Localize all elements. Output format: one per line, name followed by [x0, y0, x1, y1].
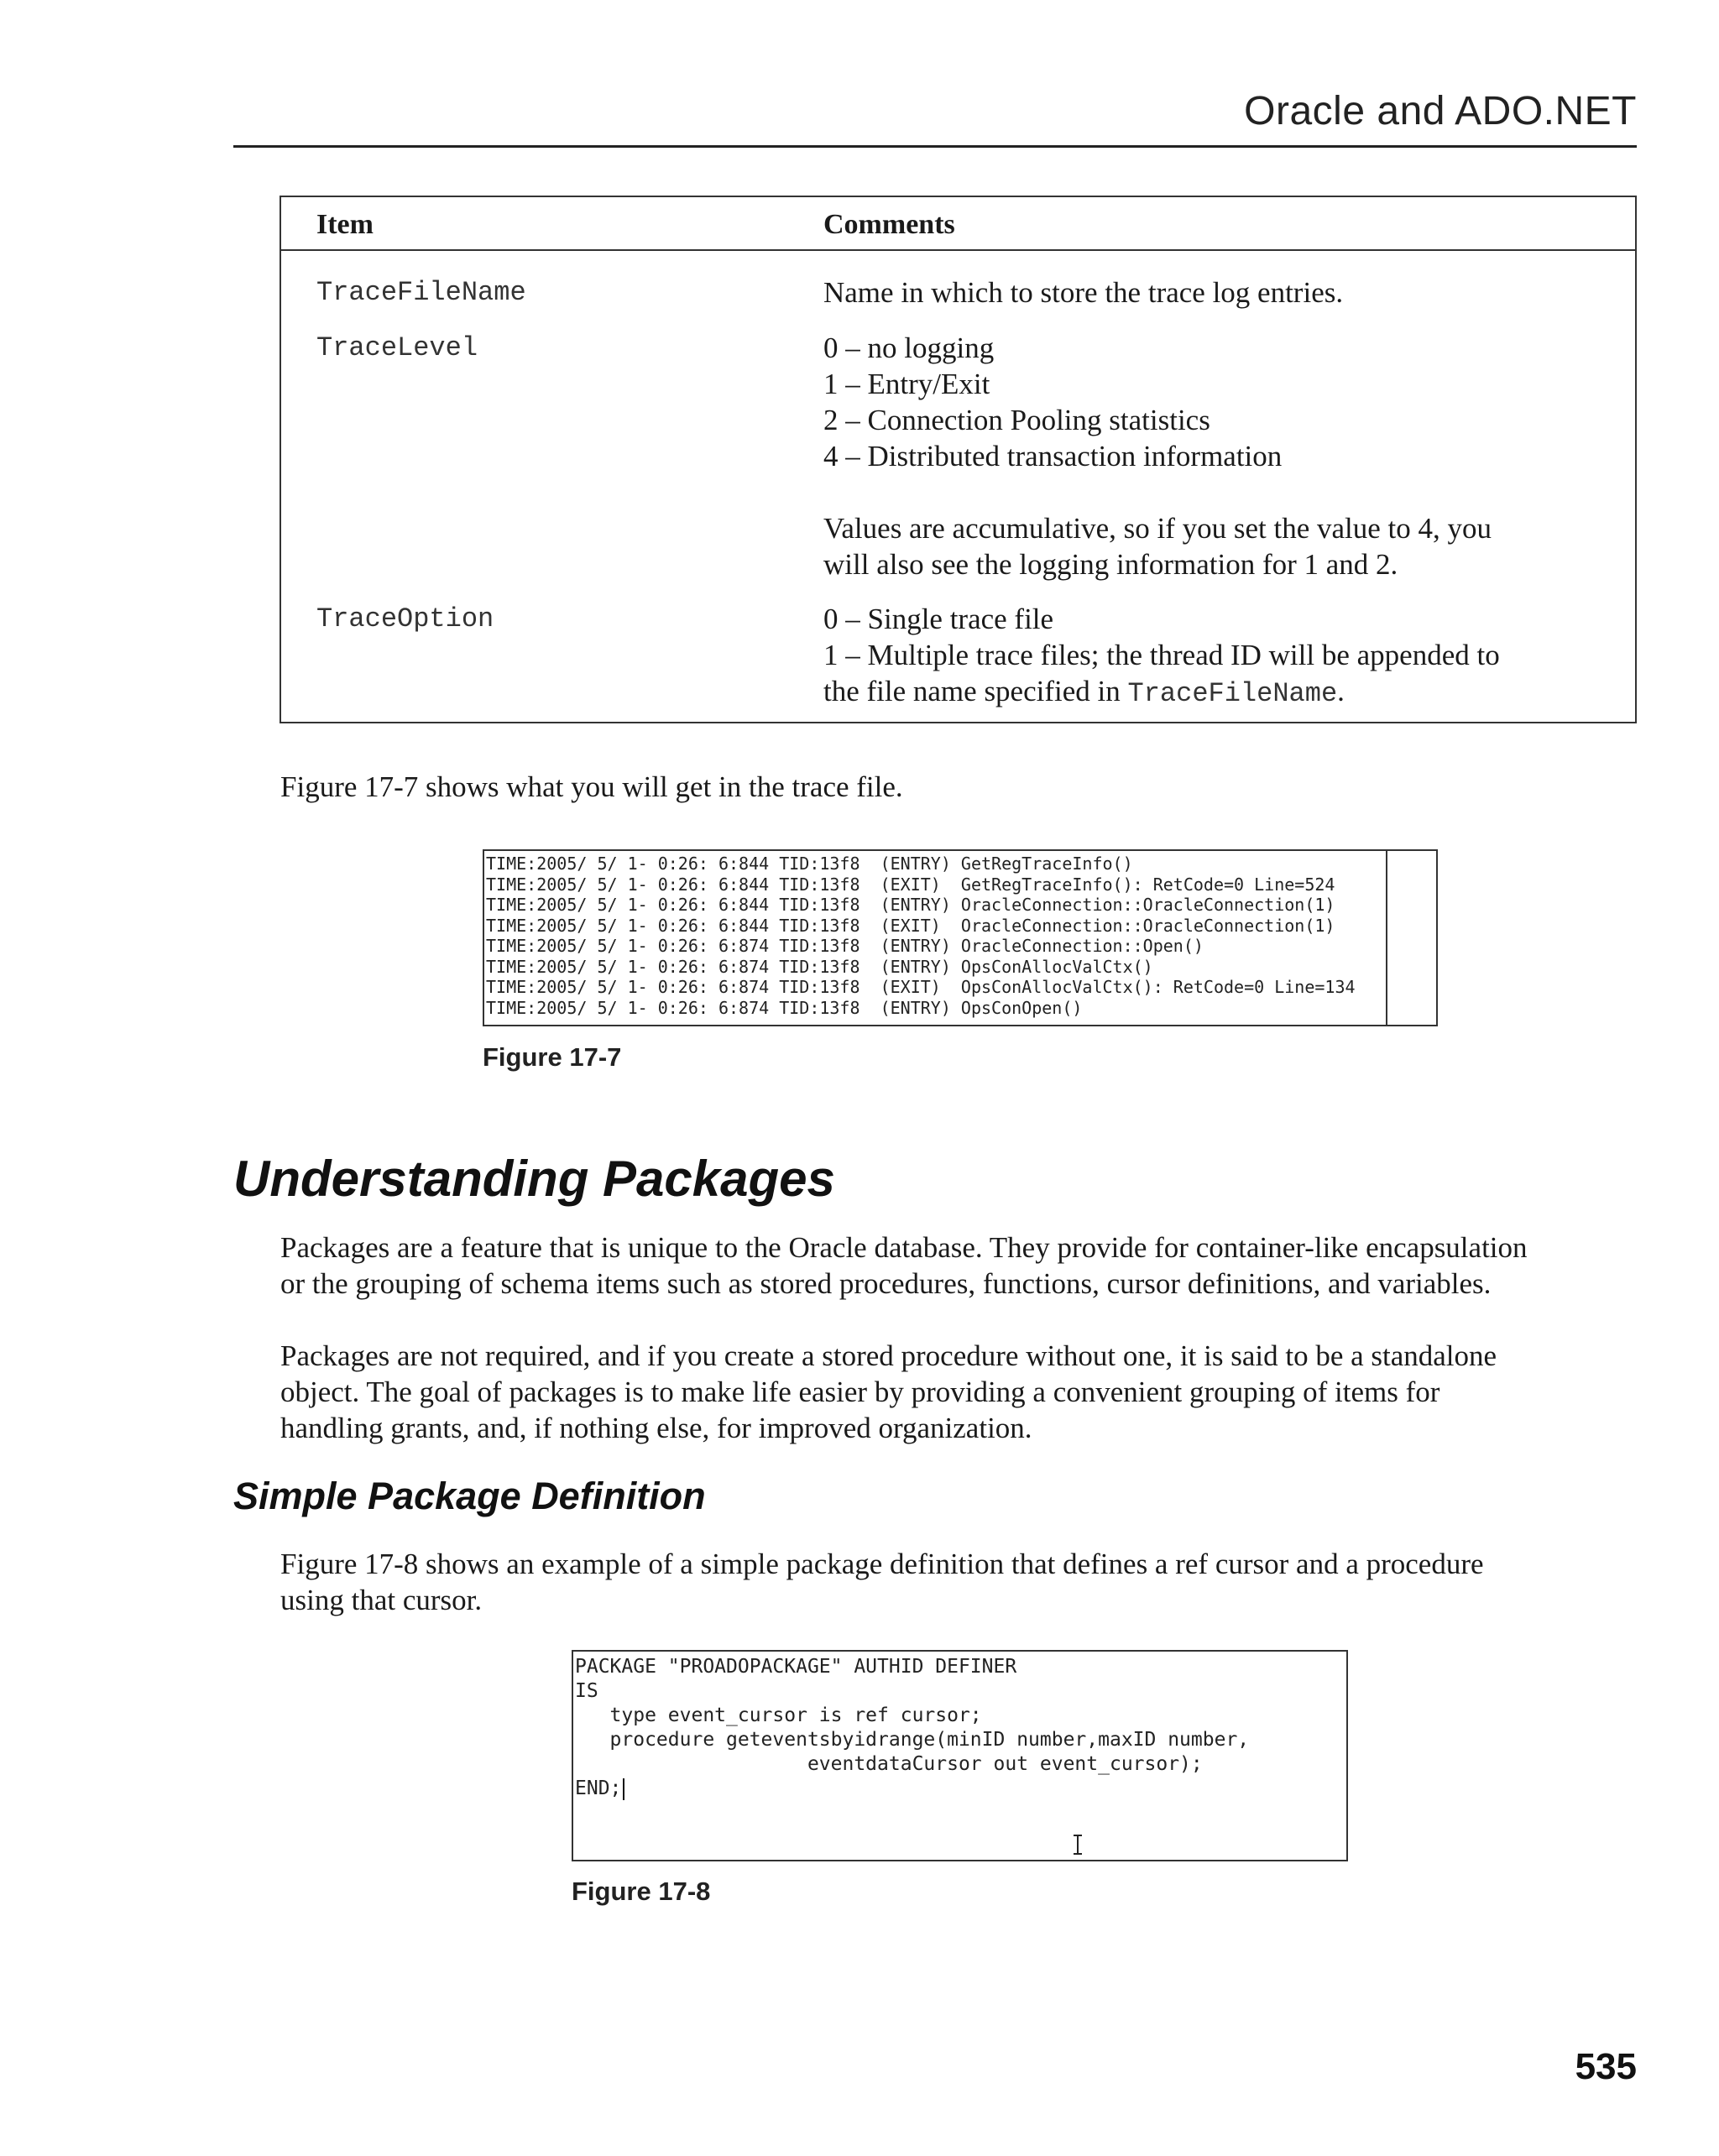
- section-heading: Understanding Packages: [233, 1151, 835, 1207]
- figure-caption: Figure 17-7: [483, 1042, 622, 1072]
- window-border-line: [1386, 851, 1387, 1025]
- text-cursor: [623, 1778, 624, 1800]
- trace-line: TIME:2005/ 5/ 1- 0:26: 6:874 TID:13f8 (EXIT) OpsConAllocValCtx(): RetCode=0 Line=134: [486, 977, 1356, 997]
- trace-line: TIME:2005/ 5/ 1- 0:26: 6:844 TID:13f8 (EXIT) OracleConnection::OracleConnection(1): [486, 915, 1335, 936]
- figure-caption: Figure 17-8: [572, 1877, 711, 1906]
- header-title: Oracle and ADO.NET: [1244, 89, 1637, 133]
- comment-line: 1 – Entry/Exit: [823, 368, 990, 400]
- package-code-screenshot: [572, 1650, 1348, 1861]
- column-header-comments: Comments: [823, 209, 955, 240]
- comment-line: 0 – Single trace file: [823, 603, 1054, 635]
- subsection-heading: Simple Package Definition: [233, 1475, 706, 1517]
- inline-code: TraceFileName: [1127, 678, 1338, 709]
- comment-line: Values are accumulative, so if you set the value to 4, you: [823, 512, 1492, 545]
- comments-cell: [823, 274, 1612, 311]
- trace-line: TIME:2005/ 5/ 1- 0:26: 6:874 TID:13f8 (ENTRY) OpsConAllocValCtx(): [486, 956, 1153, 977]
- code-line: eventdataCursor out event_cursor);: [575, 1753, 1203, 1775]
- code-line: END;: [575, 1777, 1346, 1801]
- paragraph: Packages are a feature that is unique to the Oracle database. They provide for container-like encapsulation or the grouping of schema items such as stored procedures, functions, cursor definitions, and variables.: [280, 1231, 1528, 1300]
- fig7-intro-paragraph: Figure 17-7 shows what you will get in the trace file.: [280, 770, 903, 803]
- paragraph: Packages are not required, and if you create a stored procedure without one, it is said to be a standalone object. The goal of packages is to make life easier by providing a convenient grouping of items for handling grants, and, if nothing else, for improved organization.: [280, 1339, 1497, 1444]
- trace-line: TIME:2005/ 5/ 1- 0:26: 6:874 TID:13f8 (ENTRY) OracleConnection::Open(): [486, 936, 1204, 956]
- trace-line: TIME:2005/ 5/ 1- 0:26: 6:844 TID:13f8 (ENTRY) GetRegTraceInfo(): [486, 854, 1133, 874]
- comment-line: 2 – Connection Pooling statistics: [823, 404, 1210, 436]
- code-line: PACKAGE "PROADOPACKAGE" AUTHID DEFINER: [575, 1656, 1017, 1678]
- paragraph: Figure 17-8 shows an example of a simple package definition that defines a ref cursor and a procedure using that cursor.: [280, 1548, 1484, 1616]
- item-cell: TraceFileName: [316, 277, 526, 308]
- code-line: type event_cursor is ref cursor;: [575, 1704, 982, 1726]
- trace-line: TIME:2005/ 5/ 1- 0:26: 6:844 TID:13f8 (EXIT) GetRegTraceInfo(): RetCode=0 Line=524: [486, 874, 1335, 895]
- trace-file-screenshot: [483, 849, 1438, 1026]
- comment-line: 0 – no logging: [823, 331, 995, 364]
- comments-cell: [823, 601, 1612, 712]
- trace-settings-table: [280, 196, 1637, 723]
- comment-line: the file name specified in TraceFileName.: [823, 675, 1345, 709]
- trace-line: TIME:2005/ 5/ 1- 0:26: 6:874 TID:13f8 (ENTRY) OpsConOpen(): [486, 997, 1083, 1018]
- comment-line: will also see the logging information for 1 and 2.: [823, 548, 1398, 581]
- page-number: 535: [1575, 2046, 1637, 2087]
- item-cell: TraceLevel: [316, 332, 478, 363]
- column-header-item: Item: [316, 209, 374, 240]
- item-cell: TraceOption: [316, 603, 494, 634]
- running-header: [233, 88, 1637, 148]
- code-line: IS: [575, 1680, 598, 1702]
- table-header-row: [281, 197, 1635, 251]
- code-line: procedure geteventsbyidrange(minID number,maxID number,: [575, 1729, 1250, 1751]
- comment-line: Name in which to store the trace log entries.: [823, 276, 1344, 309]
- ibeam-cursor-icon: [1072, 1835, 1084, 1855]
- comment-line: 1 – Multiple trace files; the thread ID will be appended to: [823, 639, 1500, 671]
- comments-cell: [823, 330, 1612, 582]
- trace-line: TIME:2005/ 5/ 1- 0:26: 6:844 TID:13f8 (ENTRY) OracleConnection::OracleConnection(1): [486, 895, 1335, 915]
- comment-line: 4 – Distributed transaction information: [823, 440, 1283, 472]
